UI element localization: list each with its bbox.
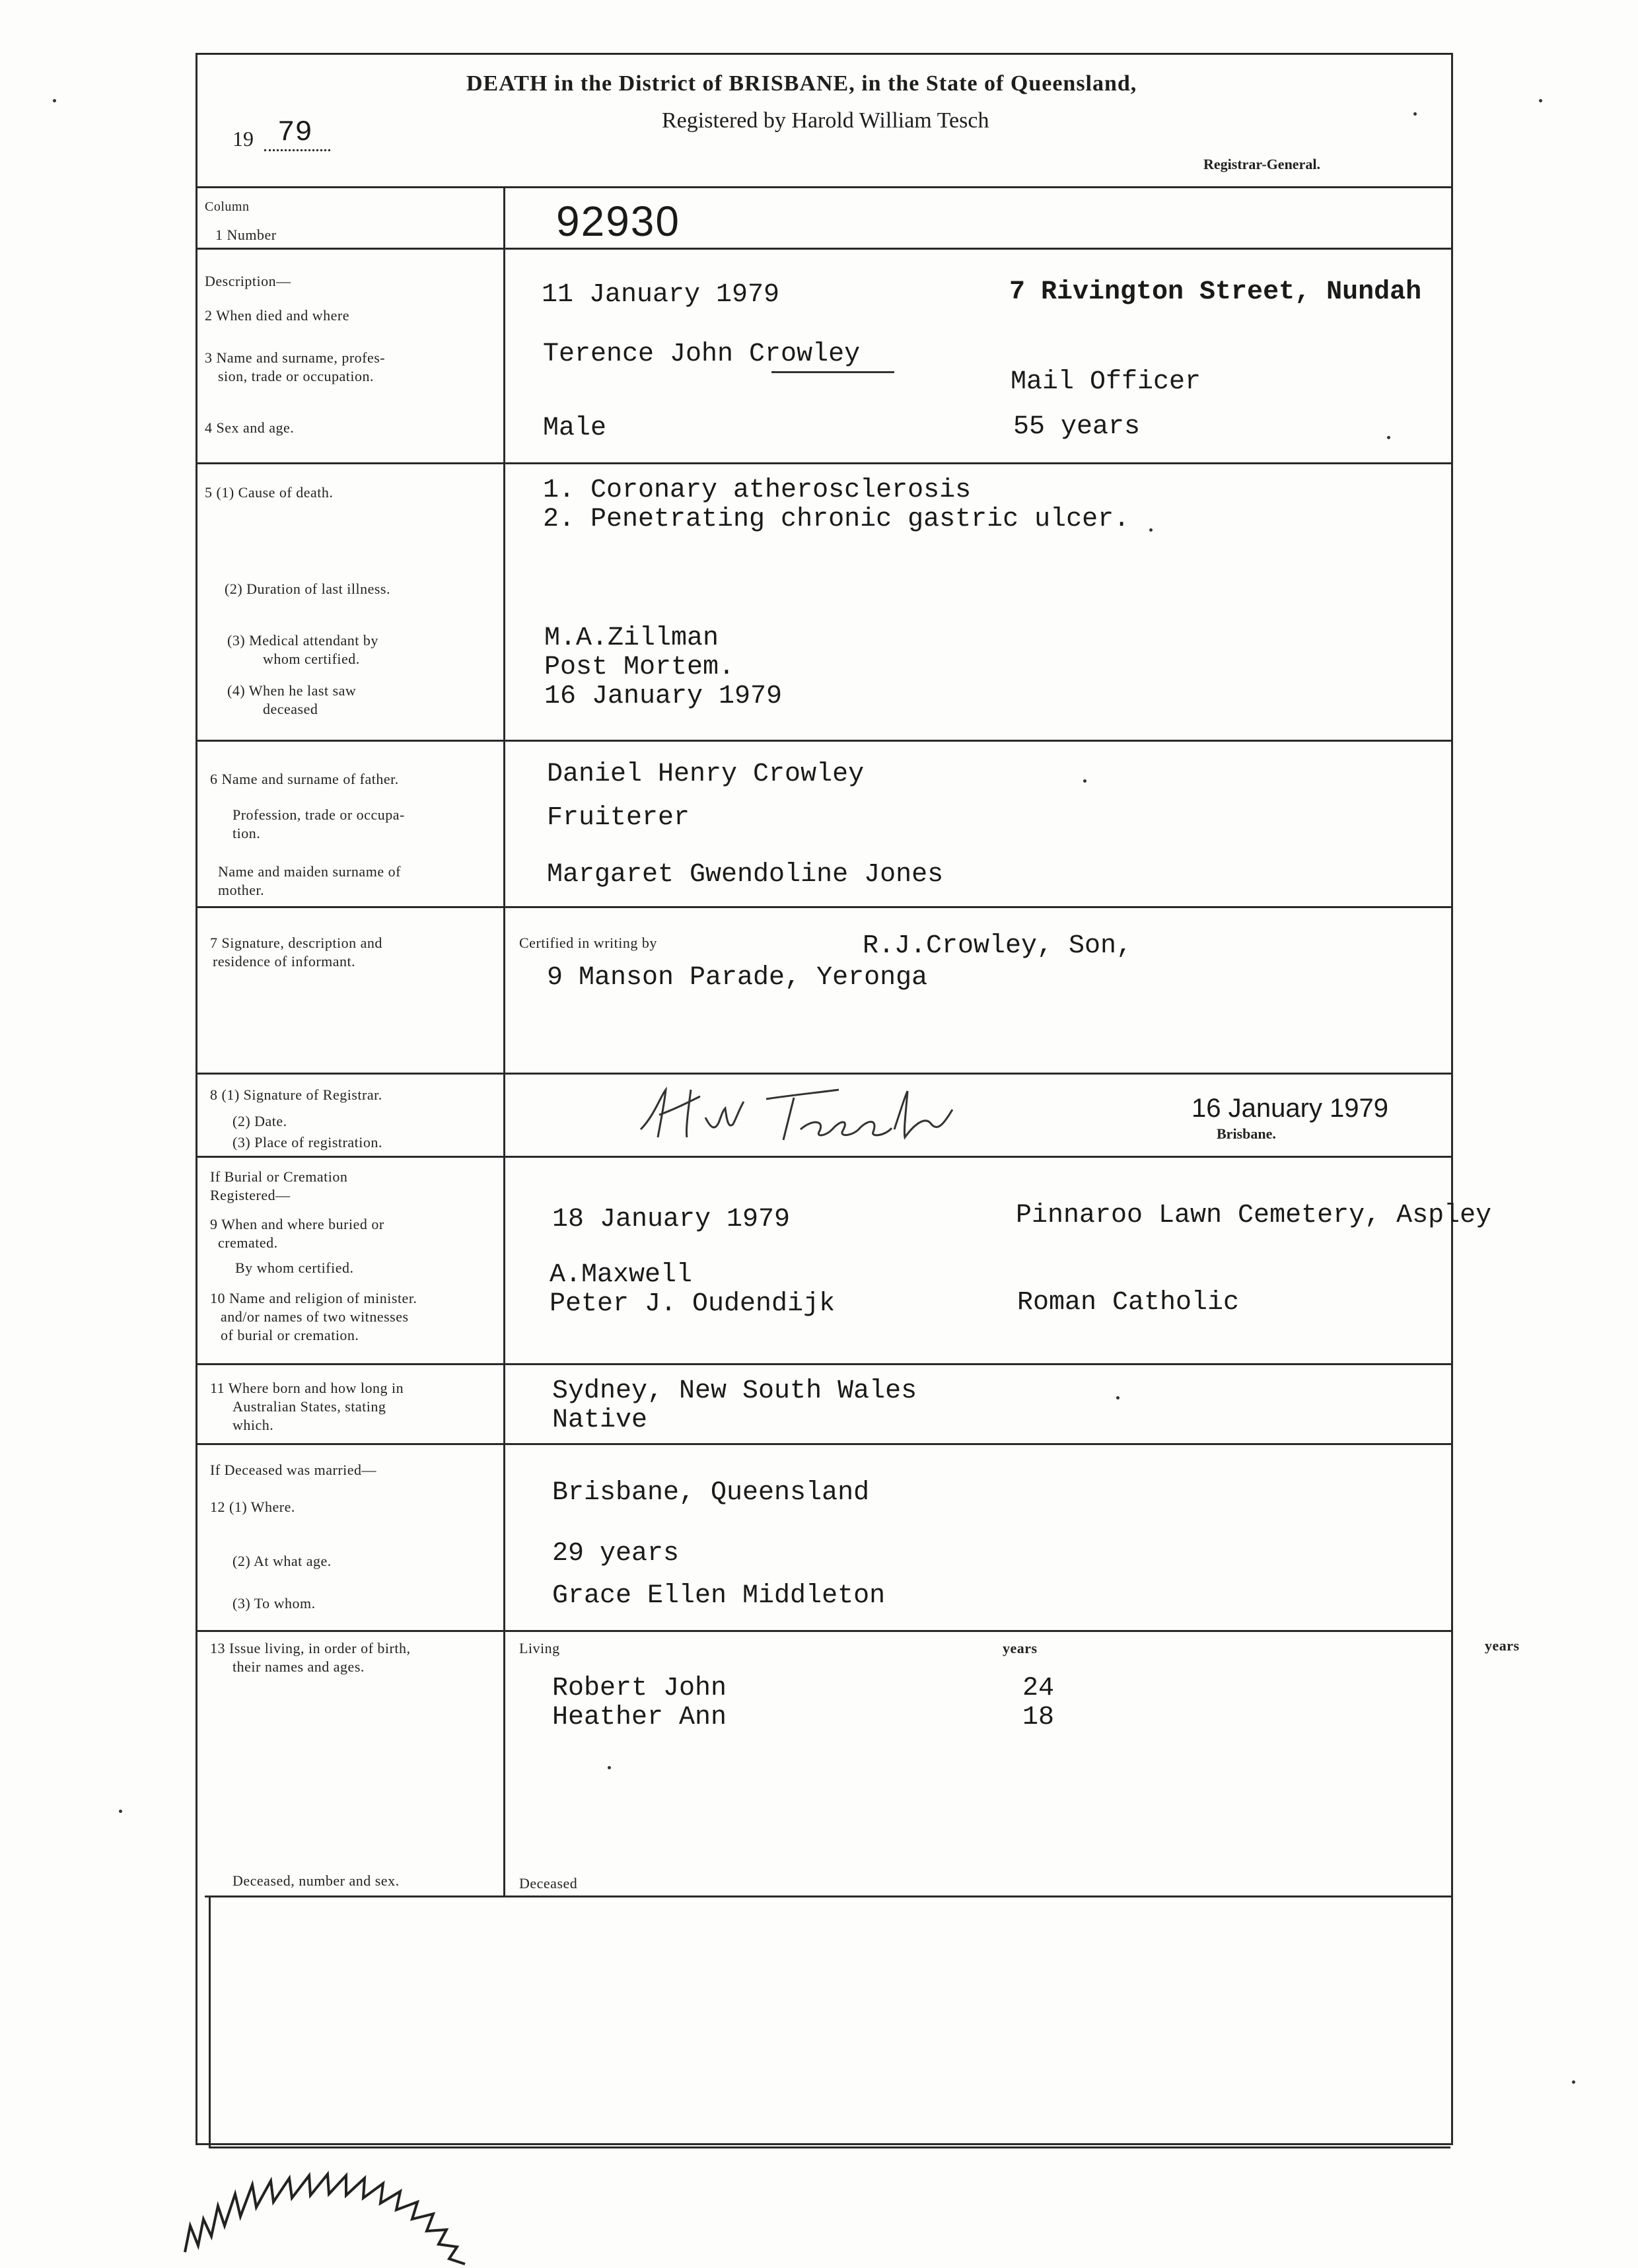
label-to-whom: (3) To whom. [232,1595,316,1612]
rule-burial [196,1363,1453,1365]
left-edge-lower [209,1896,211,2146]
column-divider [503,186,505,1896]
label-minister3: of burial or cremation. [221,1327,359,1343]
speck [608,1766,611,1769]
mother-name: Margaret Gwendoline Jones [547,860,944,890]
speck [1083,779,1086,783]
died-place: 7 Rivington Street, Nundah [1009,277,1422,307]
registrar-signature [627,1077,971,1149]
label-certified-by: Certified in writing by [519,935,657,951]
rule-cause [196,740,1453,742]
medical-attendant: M.A.Zillman [544,623,719,653]
label-medical2: whom certified. [263,651,360,667]
label-burial1: If Burial or Cremation [210,1168,348,1185]
label-married: If Deceased was married— [210,1462,377,1478]
label-deceased: Deceased [519,1875,578,1892]
label-living: Living [519,1640,560,1656]
rule-parents [196,906,1453,908]
label-duration: (2) Duration of last illness. [225,581,390,597]
registration-place: Brisbane. [1217,1125,1276,1142]
label-reg-date: (2) Date. [232,1113,287,1129]
label-minister1: 10 Name and religion of minister. [210,1290,417,1306]
label-burial2: Registered— [210,1187,291,1203]
label-by-whom: By whom certified. [235,1259,354,1276]
father-trade: Fruiterer [547,803,690,833]
header-line2: Registered by Harold William Tesch [662,108,989,133]
rule-description [196,462,1453,464]
label-medical1: (3) Medical attendant by [227,632,378,649]
label-sex-age: 4 Sex and age. [205,419,295,436]
label-years-2: years [1485,1637,1520,1654]
label-minister2: and/or names of two witnesses [221,1308,409,1325]
registration-number: 92930 [556,197,680,245]
year-prefix: 19 [232,127,254,151]
label-column: Column [205,199,250,214]
child-2-age: 18 [1022,1703,1055,1732]
rule-married [196,1630,1453,1632]
label-buried1: 9 When and where buried or [210,1216,384,1232]
label-born3: which. [232,1417,274,1433]
label-name-surname2: sion, trade or occupation. [218,368,374,384]
rule-issue [205,1896,1453,1897]
speck [119,1810,122,1813]
speck [1149,528,1153,532]
last-saw-date: 16 January 1979 [544,682,783,711]
died-date: 11 January 1979 [542,280,780,310]
burial-certifier: A.Maxwell [550,1260,693,1290]
child-2-name: Heather Ann [552,1703,727,1732]
label-number: 1 Number [215,227,277,243]
label-description: Description— [205,273,291,289]
label-name-surname: 3 Name and surname, profes- [205,349,386,366]
post-mortem: Post Mortem. [544,653,735,682]
label-reg-place: (3) Place of registration. [232,1134,382,1151]
label-informant1: 7 Signature, description and [210,935,382,951]
married-to: Grace Ellen Middleton [552,1581,886,1611]
label-profession1: Profession, trade or occupa- [232,806,405,823]
label-years-1: years [1003,1640,1038,1656]
age: 55 years [1013,412,1141,442]
rule-registrar [196,1156,1453,1158]
label-deceased-number: Deceased, number and sex. [232,1872,400,1889]
label-issue2: their names and ages. [232,1658,365,1675]
label-lastsaw1: (4) When he last saw [227,682,357,699]
label-profession2: tion. [232,825,261,841]
burial-place: Pinnaroo Lawn Cemetery, Aspley [1016,1201,1492,1230]
header-line1: DEATH in the District of BRISBANE, in the State of Queensland, [466,71,1137,96]
surname-underline [771,371,894,373]
registration-date: 16 January 1979 [1192,1094,1389,1123]
burial-date: 18 January 1979 [552,1205,791,1234]
informant: R.J.Crowley, Son, [863,931,1133,961]
label-issue1: 13 Issue living, in order of birth, [210,1640,411,1656]
speck [1539,99,1542,102]
registrar-general: Registrar-General. [1203,156,1320,172]
label-mother1: Name and maiden surname of [218,863,401,880]
child-1-age: 24 [1022,1674,1055,1703]
occupation: Mail Officer [1011,367,1201,397]
label-when-died: 2 When died and where [205,307,350,324]
rule-born [196,1443,1453,1445]
label-buried2: cremated. [218,1234,278,1251]
rule-header [196,186,1453,188]
speck [1116,1396,1120,1400]
cause-1: 1. Coronary atherosclerosis [543,476,972,505]
label-cause: 5 (1) Cause of death. [205,484,334,501]
label-mother2: mother. [218,882,265,898]
year-suffix: 79 [277,116,312,149]
speck [1572,2080,1575,2084]
label-where: 12 (1) Where. [210,1499,295,1515]
label-born1: 11 Where born and how long in [210,1380,404,1396]
minister: Peter J. Oudendijk [550,1289,836,1319]
father-name: Daniel Henry Crowley [547,760,865,789]
speck [1387,436,1390,439]
cause-2: 2. Penetrating chronic gastric ulcer. [543,505,1130,534]
speck [1413,112,1417,116]
speck [53,99,56,102]
married-age: 29 years [552,1539,680,1569]
born-where: Sydney, New South Wales [552,1376,917,1406]
seal-edge [172,2120,608,2268]
born-how-long: Native [552,1405,648,1435]
label-father: 6 Name and surname of father. [210,771,399,787]
label-reg-sig: 8 (1) Signature of Registrar. [210,1086,382,1103]
married-where: Brisbane, Queensland [552,1478,870,1508]
informant-address: 9 Manson Parade, Yeronga [547,963,928,993]
child-1-name: Robert John [552,1674,727,1703]
deceased-name: Terence John Crowley [543,339,861,369]
rule-informant [196,1073,1453,1075]
rule-number [196,248,1453,250]
religion: Roman Catholic [1017,1288,1240,1318]
label-born2: Australian States, stating [232,1398,386,1415]
year-underline [264,149,330,151]
sex: Male [543,413,607,443]
label-lastsaw2: deceased [263,701,318,717]
label-informant2: residence of informant. [213,953,356,970]
label-at-age: (2) At what age. [232,1553,332,1569]
